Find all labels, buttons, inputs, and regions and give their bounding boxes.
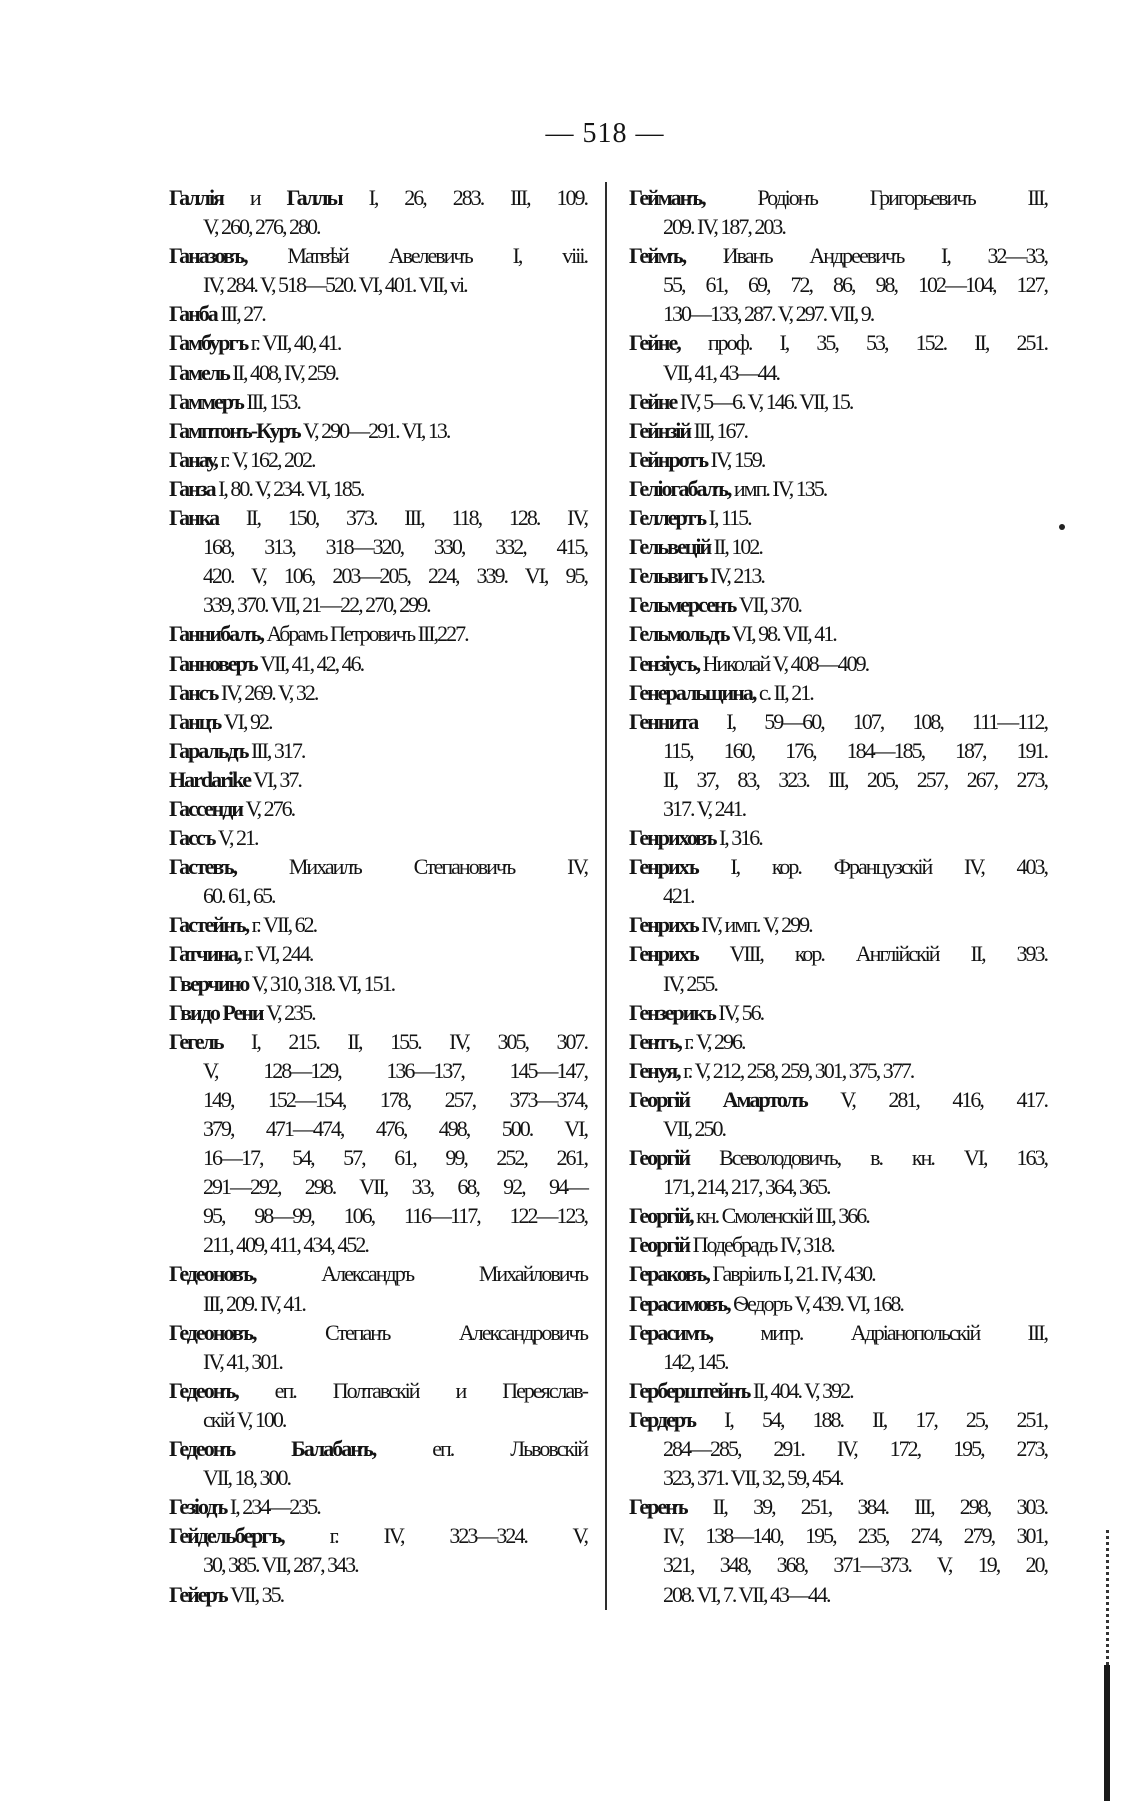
index-line [169,707,587,736]
entry-references: 130—133, 287. V, 297. VII, 9. [663,301,874,327]
entry-heading: Геннита [629,708,698,734]
index-line [629,1259,1047,1288]
entry-heading: Герберштейнъ [629,1377,750,1403]
entry-heading: Герасимовъ, [629,1290,730,1316]
entry-heading: Гейнзій [629,417,691,443]
entry-references: I, 26, 283. III, 109. [341,185,587,210]
entry-references: II, 39, 251, 384. III, 298, 303. [686,1494,1047,1520]
entry-heading: Гамптонъ-Куръ [169,417,300,443]
entry-references: 339, 370. VII, 21—22, 270, 299. [203,592,430,618]
entry-references: г. V, 162, 202. [216,446,315,472]
index-line [629,1143,1047,1172]
index-line [629,998,1047,1027]
index-line [169,1114,587,1143]
index-line [629,328,1047,357]
entry-references: 421. [663,883,694,909]
index-line [629,852,1047,881]
index-line [629,1027,1047,1056]
index-line [629,1580,1047,1609]
entry-heading: Гейдельбергъ, [169,1523,284,1549]
entry-references: 16—17, 54, 57, 61, 99, 252, 261, [203,1145,587,1171]
entry-heading: Гаммеръ [169,388,243,414]
index-line [169,445,587,474]
entry-heading: Гейне, [629,330,680,356]
index-line [629,678,1047,707]
entry-references: I, 80. V, 234. VI, 185. [214,475,364,501]
entry-references: 323, 371. VII, 32, 59, 454. [663,1465,843,1491]
entry-references: V, 260, 276, 280. [203,214,320,240]
index-line [169,561,587,590]
entry-references: Гавріилъ I, 21. IV, 430. [708,1261,875,1287]
entry-references: IV, 138—140, 195, 235, 274, 279, 301, [663,1523,1047,1549]
entry-references: IV, 255. [663,970,717,996]
index-line [629,1521,1047,1550]
entry-references: 171, 214, 217, 364, 365. [663,1174,830,1200]
entry-references: VII, 18, 300. [203,1465,291,1491]
entry-references: I, 234—235. [226,1494,320,1520]
index-column-right [629,183,1047,1609]
entry-references: 284—285, 291. IV, 172, 195, 273, [663,1436,1047,1462]
entry-heading: Гвидо Рени [169,999,263,1025]
entry-references: V, 235. [262,999,315,1025]
index-line [629,270,1047,299]
entry-references: I, 115. [705,505,751,531]
entry-references: I, 54, 188. II, 17, 25, 251, [695,1406,1047,1432]
entry-references: 149, 152—154, 178, 257, 373—374, [203,1086,587,1112]
entry-references: VII, 41, 42, 46. [256,650,364,676]
entry-heading: Ганау, [169,446,217,472]
entry-references: Всеволодовичъ, в. кн. VI, 163, [689,1145,1047,1171]
entry-heading: Галлы [286,185,342,210]
entry-references: Михаилъ Степановичъ IV, [236,854,587,880]
entry-heading: Георгій, [629,1203,693,1229]
entry-heading: Генрихъ [629,854,698,880]
entry-heading: Генриховъ [629,825,716,851]
index-line [169,1463,587,1492]
entry-heading: Гаральдъ [169,737,248,763]
index-line [629,532,1047,561]
entry-heading: Гельвигъ [629,563,707,589]
entry-heading: Гегель [169,1028,223,1054]
index-line [169,1318,587,1347]
entry-heading: Гедеоновъ, [169,1319,256,1345]
entry-heading: Гамель [169,359,229,385]
index-line [629,1376,1047,1405]
index-line [169,678,587,707]
entry-heading: Геліогабалъ, [629,475,731,501]
entry-heading: Георгій [629,1232,690,1258]
entry-references: VII, 35. [226,1581,284,1607]
index-line [169,765,587,794]
index-line [169,1085,587,1114]
index-line [629,649,1047,678]
entry-references: Иванъ Андреевичъ I, 32—33, [685,243,1047,269]
entry-references: 115, 160, 176, 184—185, 187, 191. [663,737,1047,763]
entry-heading: Гассъ [169,825,215,851]
entry-references: IV, 56. [714,999,764,1025]
index-line [169,1143,587,1172]
index-line [169,1027,587,1056]
index-line [169,1550,587,1579]
index-line [169,910,587,939]
entry-heading: Геллертъ [629,505,706,531]
entry-references: г. V, 296. [680,1028,745,1054]
entry-heading: Галлія [169,185,223,210]
index-line [169,736,587,765]
index-line [629,794,1047,823]
entry-heading: Ганка [169,505,219,531]
entry-references: IV, 41, 301. [203,1348,282,1374]
entry-references: IV, 269. V, 32. [217,679,318,705]
index-line [629,387,1047,416]
entry-references: IV, 284. V, 518—520. VI, 401. VII, vi. [203,272,467,298]
entry-heading: Гедеоновъ, [169,1261,256,1287]
index-line [169,503,587,532]
index-line [629,1434,1047,1463]
entry-references: V, 21. [214,825,258,851]
entry-references: V, 290—291. VI, 13. [299,417,450,443]
index-line [169,881,587,910]
entry-references: I, 59—60, 107, 108, 111—112, [697,708,1047,734]
index-line [169,1580,587,1609]
entry-heading: Генрихъ [629,941,698,967]
entry-references: IV, 213. [706,563,764,589]
entry-heading: Гензерикъ [629,999,715,1025]
entry-heading: Гверчино [169,970,249,996]
index-line [169,1172,587,1201]
entry-heading: Гатчина, [169,941,241,967]
index-line [169,241,587,270]
entry-heading: Гансъ [169,679,218,705]
entry-heading: Гезіодъ [169,1494,227,1520]
entry-heading: Ганцъ [169,708,221,734]
entry-references: г. VI, 244. [240,941,313,967]
index-line [629,1201,1047,1230]
index-line [169,619,587,648]
index-line [629,445,1047,474]
entry-heading: Гамбургъ [169,330,248,356]
entry-references: 291—292, 298. VII, 33, 68, 92, 94— [203,1174,587,1200]
entry-references: г. VII, 62. [248,912,317,938]
entry-references: II, 408, IV, 259. [228,359,338,385]
index-line [629,474,1047,503]
entry-heading: Гастевъ, [169,854,237,880]
index-line [629,765,1047,794]
index-line [169,1376,587,1405]
entry-references: III, 209. IV, 41. [203,1290,305,1316]
index-line [629,939,1047,968]
entry-references: VIII, кор. Англійскій II, 393. [697,941,1047,967]
index-line [169,1521,587,1550]
index-line [169,1289,587,1318]
index-line [169,852,587,881]
entry-references: с. II, 21. [755,679,813,705]
index-line [629,183,1047,212]
index-line [169,1347,587,1376]
entry-references: Абрамъ Петровичъ III,227. [262,621,468,647]
index-line [629,707,1047,736]
index-line [169,649,587,678]
index-line [169,1056,587,1085]
index-line [629,241,1047,270]
index-line [629,1550,1047,1579]
entry-references: Подебрадъ IV, 318. [689,1232,834,1258]
index-line [629,1492,1047,1521]
entry-references: проф. I, 35, 53, 152. II, 251. [679,330,1047,356]
entry-references: 208. VI, 7. VII, 43—44. [663,1581,830,1607]
entry-references: Матвѣй Авелевичъ I, viii. [246,243,587,269]
entry-heading: Гераковъ, [629,1261,709,1287]
index-line [629,736,1047,765]
entry-references: II, 102. [710,534,762,560]
entry-references: VI, 98. VII, 41. [728,621,836,647]
index-line [169,969,587,998]
index-line [629,1318,1047,1347]
entry-heading: Генуя, [629,1057,680,1083]
entry-references: 420. V, 106, 203—205, 224, 339. VI, 95, [203,563,587,589]
index-line [169,590,587,619]
index-line [169,1492,587,1521]
entry-references: V, 128—129, 136—137, 145—147, [203,1057,587,1083]
entry-references: еп. Полтавскій и Переяслав- [237,1377,587,1403]
index-line [629,1463,1047,1492]
entry-heading: Георгій [629,1145,690,1171]
entry-heading: Герасимъ, [629,1319,713,1345]
index-line [169,1405,587,1434]
entry-references: VI, 37. [250,766,301,792]
index-line [629,910,1047,939]
entry-references: г. VII, 40, 41. [247,330,341,356]
entry-references: Родіонъ Григорьевичъ III, [704,185,1047,210]
entry-references: I, 316. [715,825,762,851]
index-line [629,358,1047,387]
entry-references: III, 27. [216,301,265,327]
entry-references: г. IV, 323—324. V, [283,1523,587,1549]
index-line [629,1347,1047,1376]
entry-references: 55, 61, 69, 72, 86, 98, 102—104, 127, [663,272,1047,298]
entry-references: VII, 370. [735,592,801,618]
index-line [169,794,587,823]
entry-references: кн. Смоленскій III, 366. [692,1203,869,1229]
index-line [169,1230,587,1259]
index-line [629,1230,1047,1259]
entry-references: VII, 41, 43—44. [663,359,780,385]
entry-references: 168, 313, 318—320, 330, 332, 415, [203,534,587,560]
scan-edge-mark [1104,1665,1110,1801]
index-line [629,619,1047,648]
index-line [169,939,587,968]
index-line [629,212,1047,241]
index-line [169,416,587,445]
scan-speck [1059,524,1065,530]
entry-references: III, 317. [247,737,305,763]
entry-heading: Hardarike [169,766,250,792]
entry-heading: Георгій Амартолъ [629,1086,807,1112]
index-line [169,328,587,357]
index-line [169,1201,587,1230]
index-line [169,299,587,328]
entry-heading: Геренъ [629,1494,687,1520]
scan-edge-dots [1106,1530,1109,1665]
entry-references: III, 153. [242,388,300,414]
index-line [169,183,587,212]
entry-heading: Гейнротъ [629,446,708,472]
index-line [629,503,1047,532]
entry-references: 321, 348, 368, 371—373. V, 19, 20, [663,1552,1047,1578]
entry-references: II, 150, 373. III, 118, 128. IV, [218,505,587,531]
entry-heading: Ганнибалъ, [169,621,263,647]
entry-references: 95, 98—99, 106, 116—117, 122—123, [203,1203,587,1229]
entry-references: IV, 5—6. V, 146. VII, 15. [676,388,853,414]
entry-heading: Ганазовъ, [169,243,247,269]
index-line [629,1172,1047,1201]
index-line [629,881,1047,910]
entry-heading: Гассенди [169,795,243,821]
entry-references: V, 310, 318. VI, 151. [248,970,395,996]
index-line [629,561,1047,590]
entry-heading: Гельвецій [629,534,711,560]
index-line [629,590,1047,619]
entry-references: II, 404. V, 392. [749,1377,853,1403]
index-line [169,998,587,1027]
index-line [629,1085,1047,1114]
entry-heading: Ганза [169,475,215,501]
index-line [629,1405,1047,1434]
entry-references: Александръ Михайловичъ [255,1261,587,1287]
entry-references: 209. IV, 187, 203. [663,214,785,240]
entry-heading: Гейманъ, [629,185,705,210]
entry-references: V, 276. [242,795,295,821]
index-line [169,823,587,852]
entry-references: г. V, 212, 258, 259, 301, 375, 377. [679,1057,914,1083]
entry-references: VI, 92. [220,708,272,734]
entry-references: Ѳедоръ V, 439. VI, 168. [729,1290,903,1316]
entry-heading: Гедеонъ Балабанъ, [169,1436,376,1462]
column-divider [605,182,607,1610]
entry-heading: Гейеръ [169,1581,227,1607]
entry-references: митр. Адріанопольскій III, [712,1319,1047,1345]
entry-references: VII, 250. [663,1116,726,1141]
entry-references: I, 215. II, 155. IV, 305, 307. [222,1028,587,1054]
index-line [629,1056,1047,1085]
index-line [629,299,1047,328]
entry-references: II, 37, 83, 323. III, 205, 257, 267, 273, [663,766,1047,792]
index-line [169,532,587,561]
index-column-left [169,183,587,1609]
entry-heading: Гельмольдъ [629,621,729,647]
entry-references: 379, 471—474, 476, 498, 500. VI, [203,1116,587,1141]
index-line [169,387,587,416]
index-line [629,969,1047,998]
page-number: — 518 — [545,118,665,149]
entry-references: IV, 159. [707,446,765,472]
entry-references: 142, 145. [663,1348,728,1374]
entry-references: и [222,185,287,210]
entry-references: Степанъ Александровичъ [255,1319,587,1345]
index-line [629,1289,1047,1318]
index-line [629,416,1047,445]
index-line [169,212,587,241]
index-line [169,358,587,387]
index-line [169,1259,587,1288]
entry-heading: Гейне [629,388,677,414]
entry-references: IV, имп. V, 299. [697,912,812,938]
entry-heading: Ганба [169,301,217,327]
entry-references: V, 281, 416, 417. [806,1086,1047,1112]
entry-heading: Гедеонъ, [169,1377,238,1403]
index-line [629,1114,1047,1143]
entry-references: еп. Львовскій [375,1436,588,1462]
entry-references: Николай V, 408—409. [699,650,869,676]
entry-references: 317. V, 241. [663,795,746,821]
entry-heading: Гельмерсенъ [629,592,736,618]
entry-heading: Ганноверъ [169,650,257,676]
entry-references: 30, 385. VII, 287, 343. [203,1552,358,1578]
entry-heading: Гензіусъ, [629,650,700,676]
entry-heading: Генрихъ [629,912,698,938]
entry-references: I, кор. Французскій IV, 403, [697,854,1047,880]
entry-references: 211, 409, 411, 434, 452. [203,1232,368,1258]
index-line [169,270,587,299]
entry-heading: Гентъ, [629,1028,681,1054]
index-line [629,823,1047,852]
index-line [169,1434,587,1463]
entry-references: имп. IV, 135. [730,475,827,501]
entry-heading: Генеральщина, [629,679,756,705]
index-line [169,474,587,503]
entry-references: III, 167. [690,417,748,443]
entry-heading: Гердеръ [629,1406,695,1432]
entry-references: скій V, 100. [203,1406,286,1432]
entry-heading: Геймъ, [629,243,686,269]
entry-heading: Гастейнъ, [169,912,249,938]
entry-references: 60. 61, 65. [203,883,275,909]
